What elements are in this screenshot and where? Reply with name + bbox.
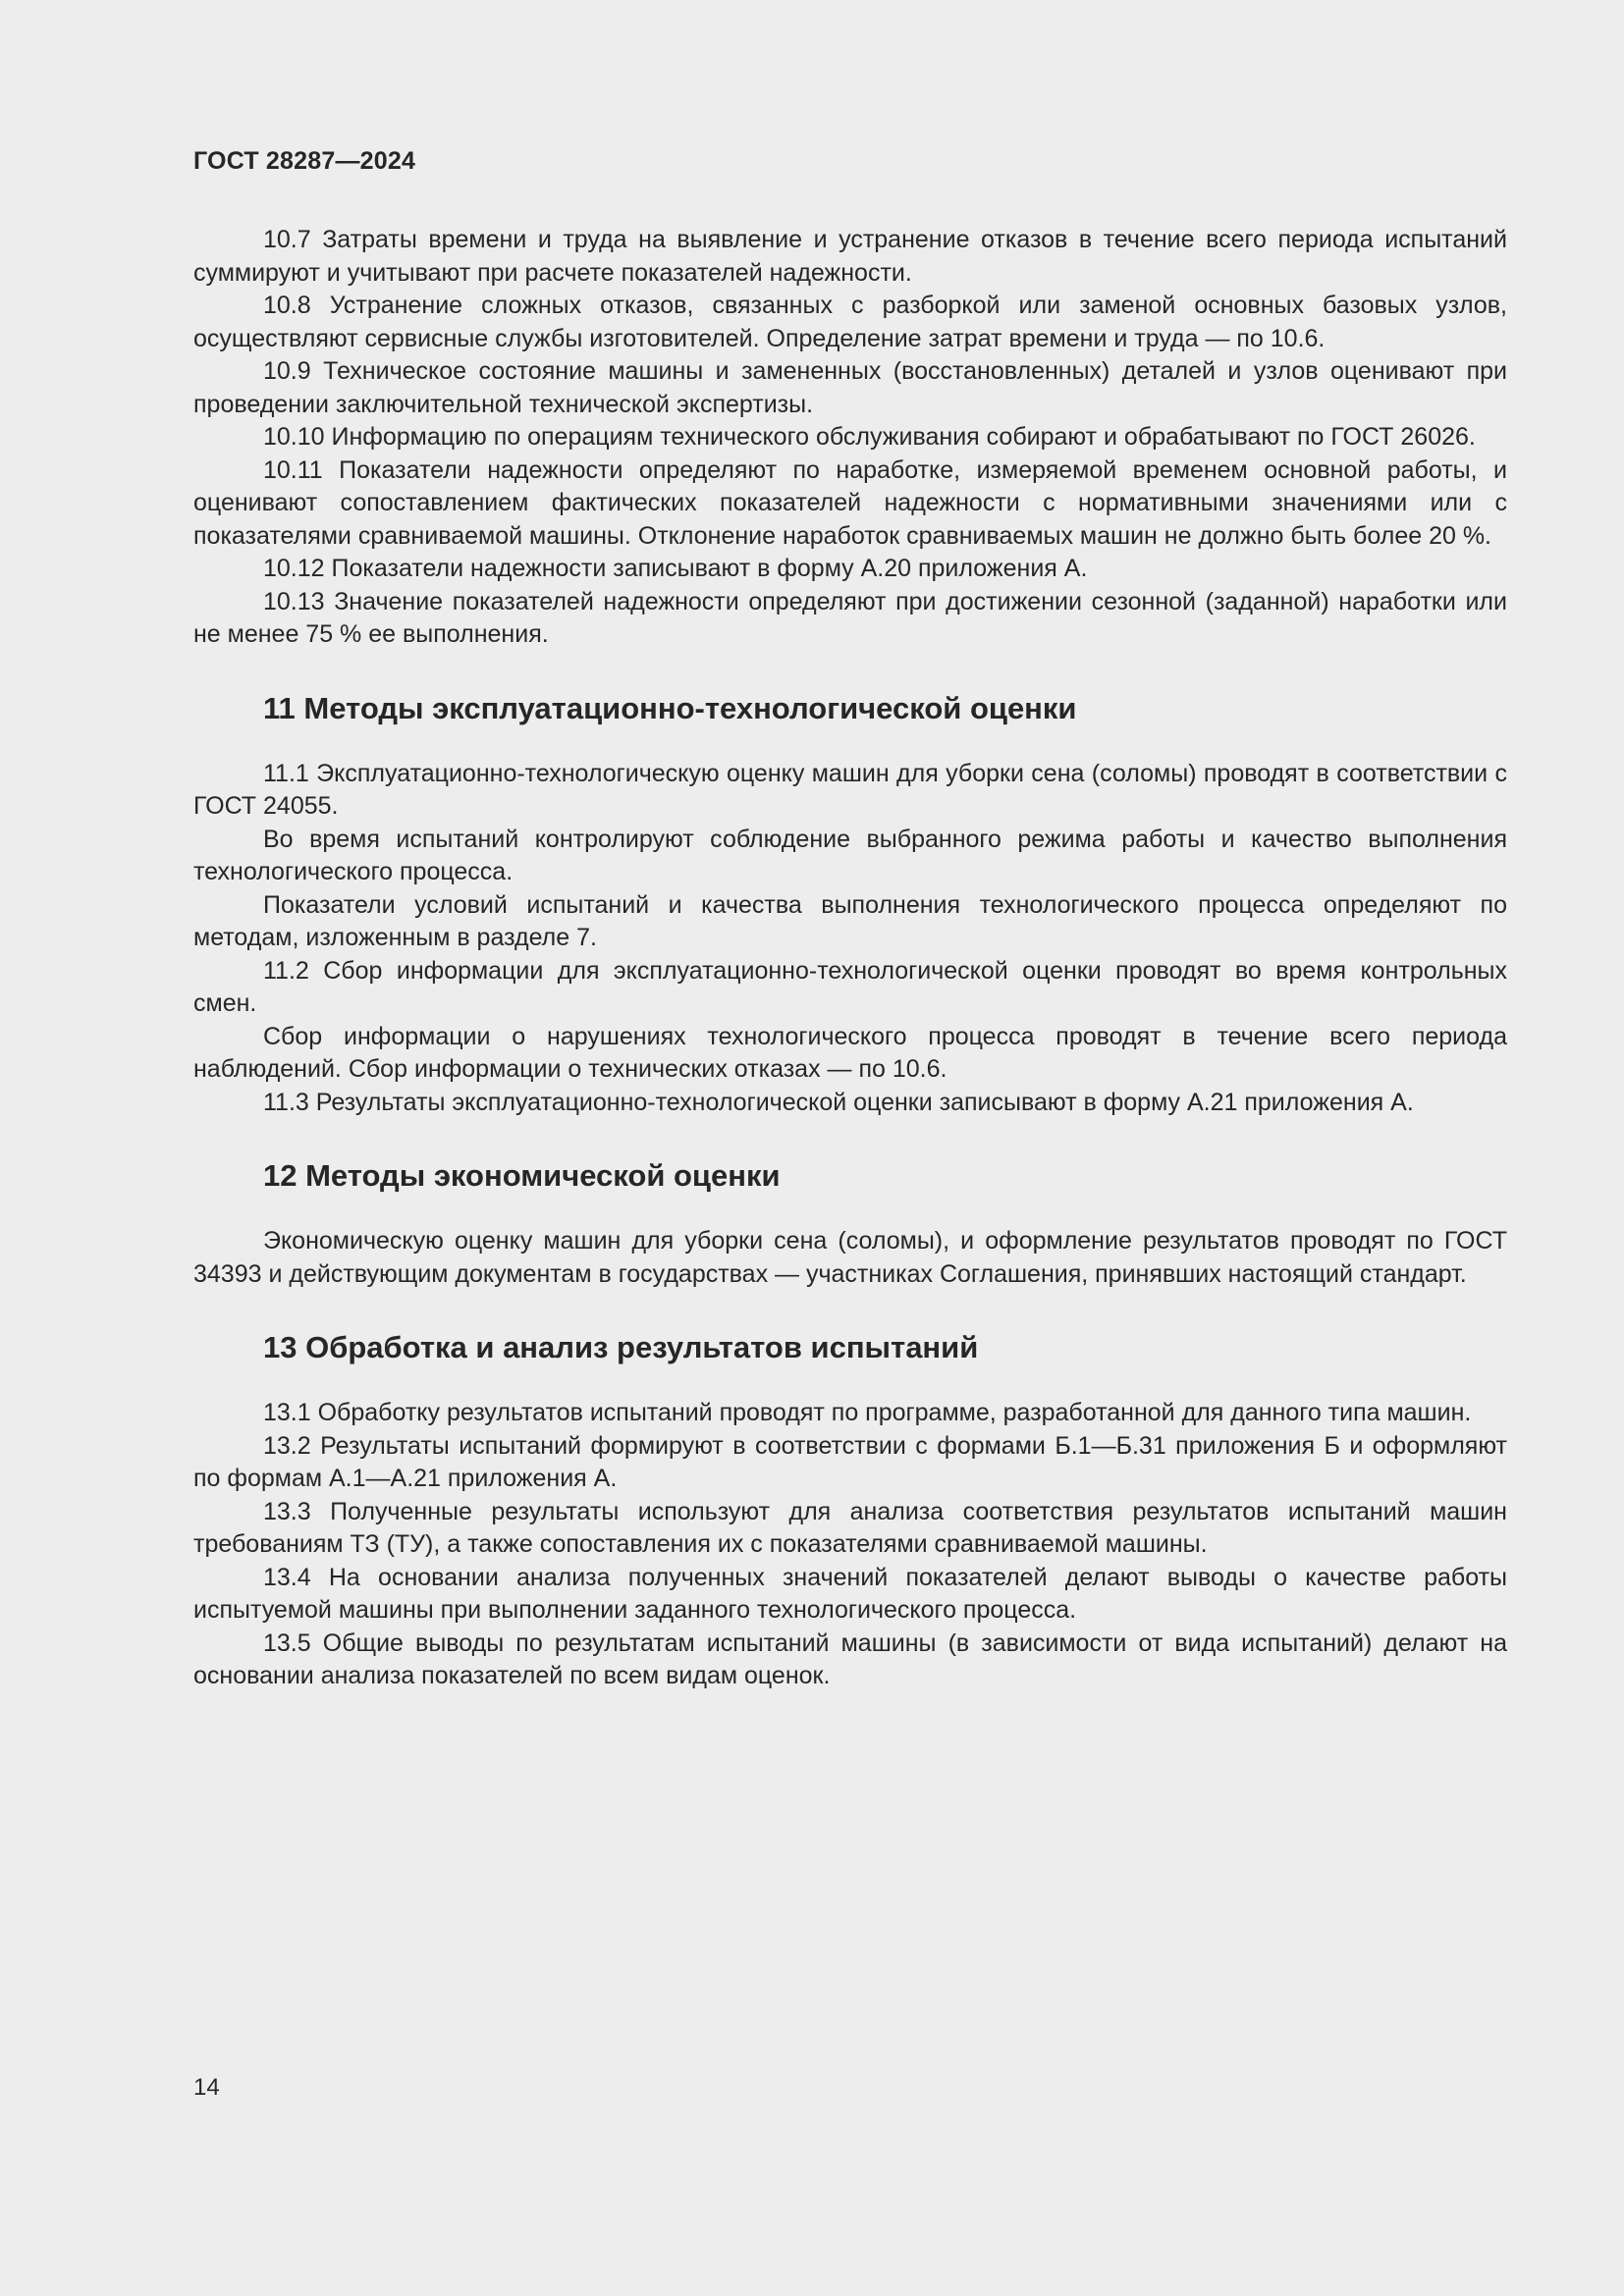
paragraph-11-2: 11.2 Сбор информации для эксплуатационно-технологической оценки проводят во время контрольных смен. (193, 956, 1507, 1017)
page-content (193, 224, 1507, 1693)
paragraph-13-3: 13.3 Полученные результаты используют для анализа соответствия результатов испытаний машин требованиям ТЗ (ТУ), а также сопоставления их с показателями сравниваемой машины. (193, 1497, 1507, 1558)
paragraph-10-11: 10.11 Показатели надежности определяют по наработке, измеряемой временем основной работы, и оценивают сопоставлением фактических показателей надежности с нормативными значениями или с показателями сравниваемой машины. Отклонение наработок сравниваемых машин не должно быть более 20 %. (193, 455, 1507, 550)
section-13-heading: 13 Обработка и анализ результатов испытаний (263, 1330, 979, 1364)
paragraph-13-5: 13.5 Общие выводы по результатам испытаний машины (в зависимости от вида испытаний) делают на основании анализа показателей по всем видам оценок. (193, 1629, 1507, 1689)
paragraph-10-10: 10.10 Информацию по операциям технического обслуживания собирают и обрабатывают по ГОСТ 26026. (263, 423, 1476, 451)
paragraph-10-12: 10.12 Показатели надежности записывают в форму А.20 приложения А. (263, 555, 1088, 582)
paragraph-11-2-b: Сбор информации о нарушениях технологического процесса проводят в течение всего периода наблюдений. Сбор информации о технических отказах — по 10.6. (193, 1022, 1507, 1083)
paragraph-13-4: 13.4 На основании анализа полученных значений показателей делают выводы о качестве работы испытуемой машины при выполнении заданного технологического процесса. (193, 1563, 1507, 1624)
paragraph-13-1: 13.1 Обработку результатов испытаний проводят по программе, разработанной для данного типа машин. (263, 1399, 1472, 1426)
paragraph-11-1-b: Во время испытаний контролируют соблюдение выбранного режима работы и качество выполнения технологического процесса. (193, 825, 1507, 885)
paragraph-10-13: 10.13 Значение показателей надежности определяют при достижении сезонной (заданной) наработки или не менее 75 % ее выполнения. (193, 587, 1507, 648)
document-header: ГОСТ 28287—2024 (193, 147, 416, 175)
paragraph-11-1: 11.1 Эксплуатационно-технологическую оценку машин для уборки сена (соломы) проводят в соответствии с ГОСТ 24055. (193, 759, 1507, 820)
section-11-heading: 11 Методы эксплуатационно-технологической оценки (263, 690, 1077, 725)
paragraph-13-2: 13.2 Результаты испытаний формируют в соответствии с формами Б.1—Б.31 приложения Б и оформляют по формам А.1—А.21 приложения А. (193, 1431, 1507, 1492)
paragraph-10-9: 10.9 Техническое состояние машины и замененных (восстановленных) деталей и узлов оценивают при проведении заключительной технической экспертизы. (193, 357, 1507, 418)
paragraph-12: Экономическую оценку машин для уборки сена (соломы), и оформление результатов проводят по ГОСТ 34393 и действующим документам в государствах — участниках Соглашения, принявших настоящий стандарт. (193, 1227, 1507, 1288)
page-number: 14 (193, 2074, 220, 2101)
paragraph-11-3: 11.3 Результаты эксплуатационно-технологической оценки записывают в форму А.21 приложения А. (263, 1088, 1414, 1116)
paragraph-10-8: 10.8 Устранение сложных отказов, связанных с разборкой или заменой основных базовых узлов, осуществляют сервисные службы изготовителей. Определение затрат времени и труда — по 10.6. (193, 292, 1507, 352)
paragraph-10-7: 10.7 Затраты времени и труда на выявление и устранение отказов в течение всего периода испытаний суммируют и учитывают при расчете показателей надежности. (193, 226, 1507, 287)
section-12-heading: 12 Методы экономической оценки (263, 1158, 781, 1193)
paragraph-11-1-c: Показатели условий испытаний и качества выполнения технологического процесса определяют по методам, изложенным в разделе 7. (193, 890, 1507, 951)
